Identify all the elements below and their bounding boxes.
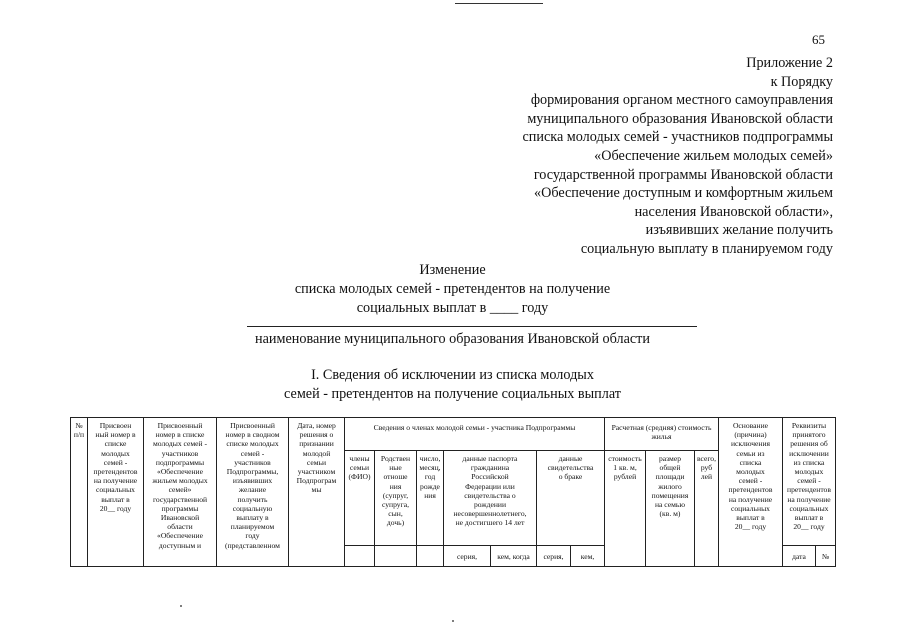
title-line: социальных выплат в ____ году [356,300,549,316]
header-assigned-list: Присвоен ный номер в списке молодых семей - претендентов на получение социальных выплат в 20__ году [93,421,138,513]
appendix-line: к Порядку [770,73,833,90]
header-exclusion-reason: Основание (причина) исключения семьи из списка молодых семей - претендентов на получение социальных выплат в 20__ году [728,421,773,532]
appendix-line: изъявивших желание получить [645,222,833,239]
table-col-line [344,417,345,567]
header-birth-date: число, месяц, год рожде ния [419,454,441,500]
section-title [0,366,905,404]
header-num: № п/п [73,421,85,440]
appendix-line: Приложение 2 [746,55,833,71]
table-subrow-divider [344,545,604,546]
appendix-line: муниципального образования Ивановской области [527,110,833,127]
title-line: списка молодых семей - претендентов на получение [294,281,611,297]
appendix-header [413,54,833,259]
appendix-line: населения Ивановской области», [634,203,833,220]
table-border-bottom [70,566,836,567]
header-family-members: члены семьи (ФИО) [348,454,371,482]
scan-speck [180,605,182,607]
appendix-line: списка молодых семей - участников подпрограммы [522,129,833,146]
table-group-divider [344,450,718,451]
header-marriage-certificate: данные свидетельства о браке [547,454,594,482]
section-title-line: семей - претендентов на получение социальных выплат [284,386,621,402]
page-number: 65 [812,32,825,47]
document-title [0,261,905,318]
section-title-line: I. Сведения об исключении из списка молодых [311,367,594,383]
header-decision-details: Реквизиты принятого решения об исключении из списка молодых семей - претендентов на получение социальных выплат в 20__ году [787,421,831,532]
table-border-right [835,417,836,567]
header-assigned-summary: Присвоенный номер в сводном списке молодых семей - участников Подпрограммы, изъявивших желание получить социальную выплату в планируемом году (представленном [225,421,280,550]
municipality-blank-line [247,326,697,327]
municipality-caption: наименование муниципального образования Ивановской области [255,331,650,347]
cell-decision-date: дата [792,552,806,561]
cell-decision-number: № [821,552,830,561]
header-recognition-date: Дата, номер решения о признании молодой семьи участником Подпрограм мы [296,421,337,495]
header-family-info: Сведения о членах молодой семьи - участника Подпрограммы [373,423,576,432]
cell-passport-issued: кем, когда [497,552,530,561]
appendix-line: формирования органом местного самоуправления [530,92,833,109]
appendix-line: государственной программы Ивановской области [533,166,833,183]
header-assigned-participants: Присвоенный номер в списке молодых семей - участников подпрограммы «Обеспечение жильем молодых семей» государственной программы Ивановской области «Обеспечение доступным и [152,421,208,550]
cell-passport-series: серия, [456,552,478,561]
header-total: всего, руб лей [697,454,716,482]
header-passport: данные паспорта гражданина Российской Федерации или свидетельства о рождении несовершеннолетнего, не достигшего 14 лет [453,454,527,528]
table-border-top [70,417,836,418]
top-rule [455,3,543,4]
cell-marriage-series: серия, [543,552,564,561]
header-cost-per-sqm: стоимость 1 кв. м, рублей [608,454,642,482]
title-line: Изменение [419,262,486,278]
table-border-left [70,417,71,567]
header-cost-group: Расчетная (средняя) стоимость жилья [611,423,712,442]
scan-speck [452,620,454,622]
appendix-line: «Обеспечение доступным и комфортным жильем [533,185,833,202]
header-living-area: размер общей площади жилого помещения на семью (кв. м) [651,454,689,519]
appendix-line: социальную выплату в планируемом году [580,240,833,257]
table-subrow-divider [782,545,836,546]
appendix-line: «Обеспечение жильем молодых семей» [594,147,833,164]
header-relation: Родствен ные отноше ния (супруг, супруга, сын, дочь) [380,454,411,528]
exclusion-table [70,417,836,567]
cell-marriage-issued: кем, [580,552,595,561]
